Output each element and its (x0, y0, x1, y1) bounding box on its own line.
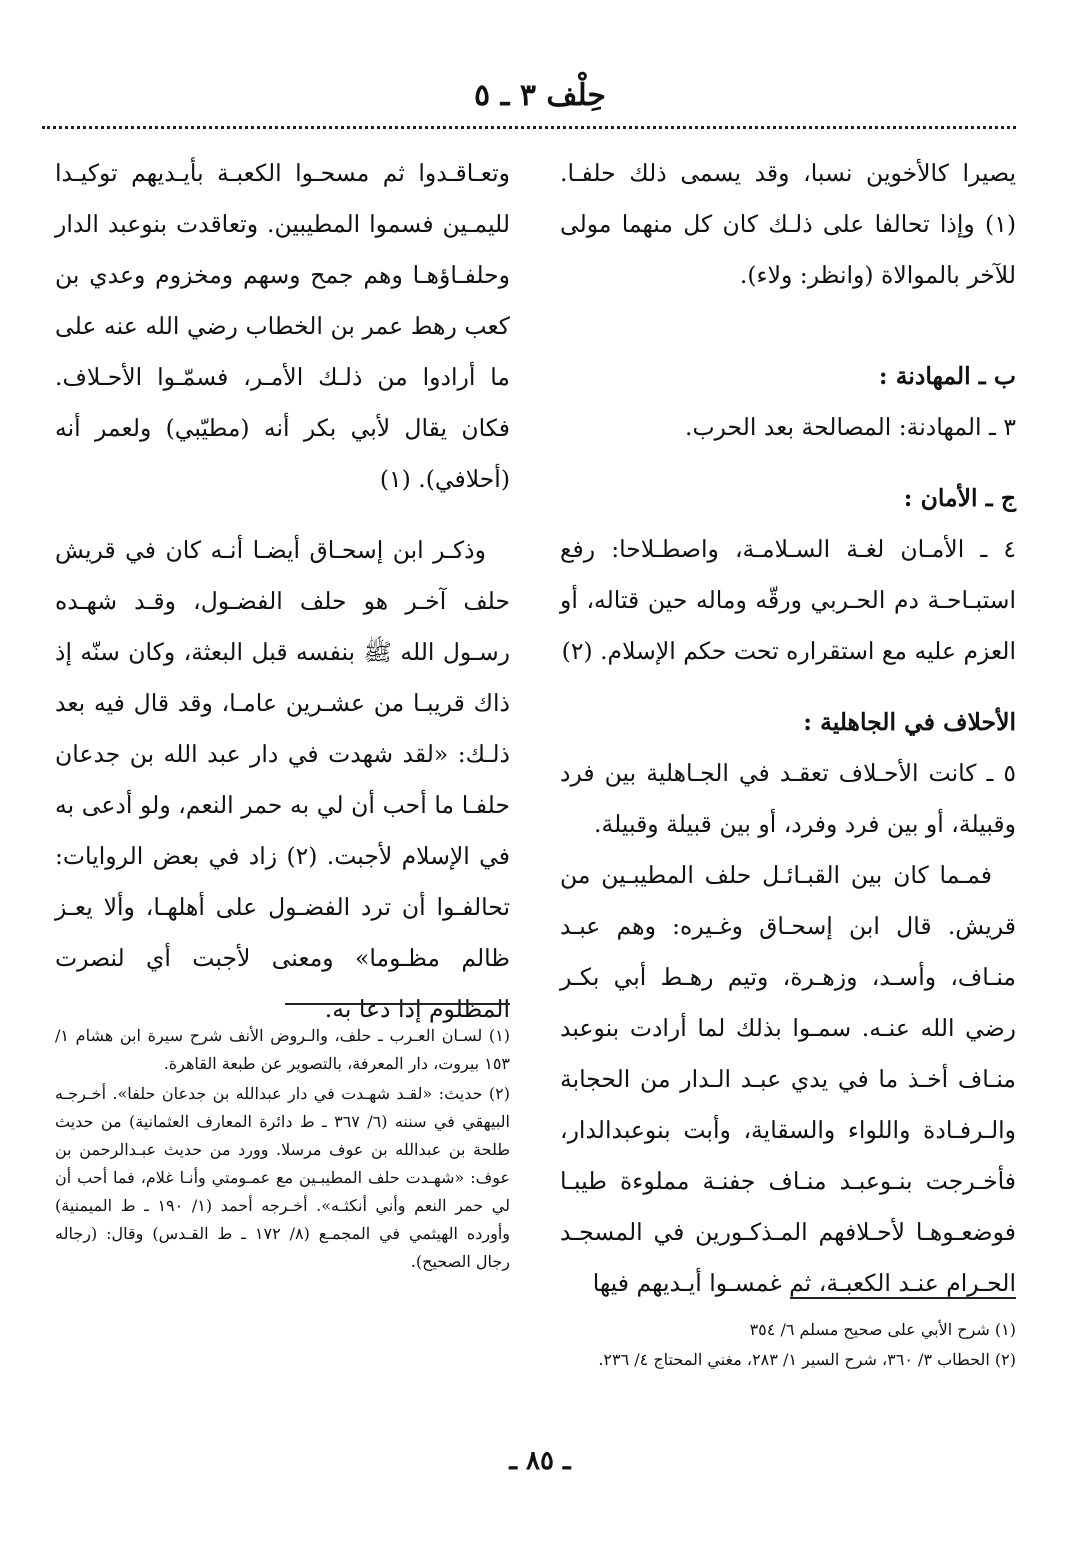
paragraph-ahlaf: ٥ ـ كانت الأحـلاف تعقـد في الجـاهلية بين فرد وقبيلة، أو بين فرد وفرد، أو بين قبيلة وقبيلة. (560, 759, 1016, 838)
paragraph-halif-intro: يصيرا كالأخوين نسبا، وقد يسمى ذلك حلفـا. (١) وإذا تحالفا على ذلـك كان كل منهما مولى للآخر بالموالاة (وانظر: ولاء). (560, 159, 1016, 289)
footnote-item: (١) لسـان العـرب ـ حلف، والـروض الأنف شرح سيرة ابن هشام ١/ ١٥٣ بيروت، دار المعرفة، بالتصوير عن طبعة القاهرة. (55, 1026, 510, 1073)
paragraph-aman: ٤ ـ الأمـان لغـة السـلامـة، واصطـلاحا: رفع استبـاحـة دم الحـربي ورقّه وماله حين قتاله، أو العزم عليه مع استقراره تحت حكم الإسلام. (٢) (560, 535, 1016, 665)
footnote-separator-left (285, 1003, 510, 1005)
heading-ahlaf-jahiliyya: الأحلاف في الجاهلية : (803, 708, 1016, 736)
header-dotted-rule (42, 126, 1016, 129)
left-column (55, 148, 510, 1035)
footnote-separator-right (790, 1297, 1016, 1299)
footnotes-right (560, 1316, 1016, 1376)
heading-aman: ج ـ الأمان : (903, 484, 1016, 512)
heading-muhadana: ب ـ المهادنة : (878, 362, 1016, 390)
footnote-item: (١) شرح الأبي على صحيح مسلم ٦/ ٣٥٤ (749, 1320, 1016, 1339)
paragraph-continuation: وتعـاقـدوا ثم مسحـوا الكعبـة بأيـديهم توكيـدا لليمـين فسموا المطيبين. وتعاقدت بنوعبد الدار وحلفـاؤهـا وهم جمح وسهم ومخزوم وعدي بن كعب رهط عمر بن الخطاب رضي الله عنه على ما أرادوا من ذلـك الأمـر، فسمّـوا الأحـلاف. فكان يقال لأبي بكر أنه (مطيّبي) ولعمر أنه (أحلافي). (١) (55, 159, 510, 493)
paragraph-hilf-fudul: وذكـر ابن إسحـاق أيضـا أنـه كان في قريش حلف آخـر هو حلف الفضـول، وقـد شهـده رسـول الله ﷺ بنفسه قبل البعثة، وكان سنّه إذ ذاك قريبـا من عشـرين عامـا، وقد قال فيه بعد ذلـك: «لقد شهدت في دار عبد الله بن جدعان حلفـا ما أحب أن لي به حمر النعم، ولو أدعى به في الإسلام لأجبت. (٢) زاد في بعض الروايات: تحالفـوا أن ترد الفضـول على أهلهـا، وألا يعـز ظالم مظـوما» ومعنى لأجبت أي لنصرت المظلوم إذا دعا به. (55, 536, 510, 1023)
page-number: ـ ٨٥ ـ (509, 1446, 571, 1476)
footnotes-left (55, 1022, 510, 1278)
paragraph-muhadana: ٣ ـ المهادنة: المصالحة بعد الحرب. (684, 413, 1016, 441)
footnote-item: (٢) الحطاب ٣/ ٣٦٠، شرح السير ١/ ٢٨٣، مغني المحتاج ٤/ ٢٣٦. (598, 1350, 1016, 1369)
right-column (560, 148, 1016, 1309)
page-header-title: حِلْف ٣ ـ ٥ (474, 78, 606, 113)
paragraph-mutayyabin: فمـما كان بين القبـائـل حلف المطيبـين من قريش. قال ابن إسحـاق وغـيره: وهم عبـد منـاف، وأسـد، وزهـرة، وتيم رهـط أبي بكـر رضي الله عنـه. سمـوا بذلك لما أرادت بنوعبد منـاف أخـذ ما في يدي عبـد الـدار من الحجابة والـرفـادة واللواء والسقاية، وأبت بنوعبدالدار، فأخـرجت بنـوعبـد منـاف جفنـة مملوءة طيبـا فوضعـوهـا لأحـلافهم المـذكـورين في المسجـد الحـرام عنـد الكعبـة، ثم غمسـوا أيـديهم فيها (560, 861, 1016, 1297)
footnote-item: (٢) حديث: «لقـد شهـدت في دار عبدالله بن جدعان حلفا». أخـرجـه البيهقي في سننه (٦/ ٣٦٧ ـ ط دائرة المعارف العثمانية) من حديث طلحة بن عبدالله بن عوف مرسلا. وورد من حديث عبـدالرحمن بن عوف: «شهـدت حلف المطيبـين مع عمـومتي وأنـا غلام، فما أحب أن لي حمر النعم وأني أنكثـه». أخـرجه أحمد (١/ ١٩٠ ـ ط الميمنية) وأورده الهيثمي في المجمـع (٨/ ١٧٢ ـ ط القـدس) وقال: (رجاله رجال الصحيح). (55, 1084, 511, 1271)
